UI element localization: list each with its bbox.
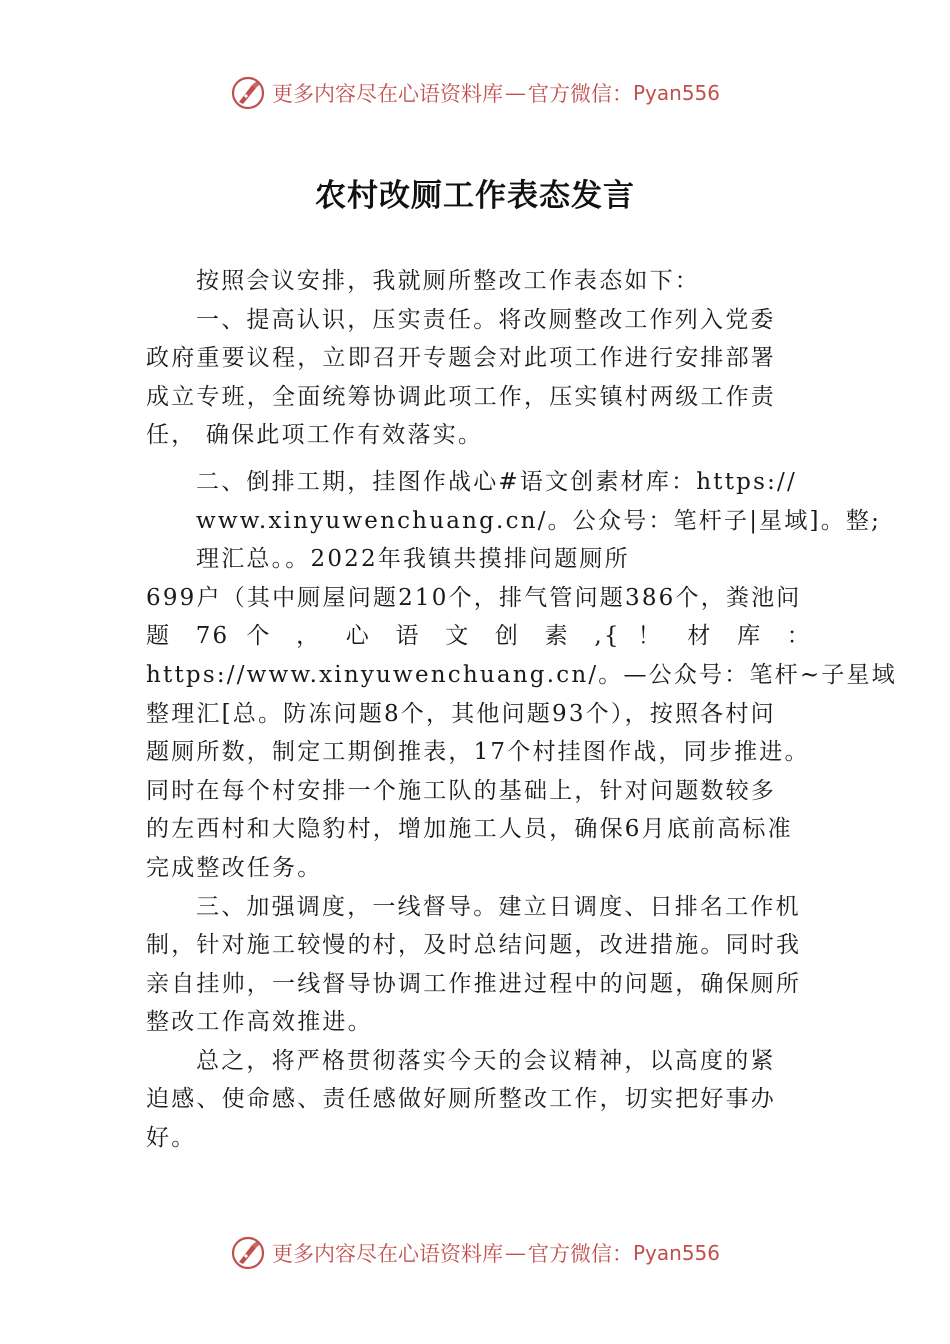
body-line: 完成整改任务。 (146, 854, 323, 881)
banner-wechat-label: 官方微信： (527, 1242, 633, 1266)
body-line: 制，针对施工较慢的村，及时总结问题，改进措施。同时我 (146, 932, 802, 959)
banner-separator: — (504, 1241, 526, 1265)
banner-brand-text: 更多内容尽在心语资料库 (271, 1242, 503, 1266)
body-line: 同时在每个村安排一个施工队的基础上，针对问题数较多 (146, 777, 776, 804)
body-line: 好。 (146, 1125, 197, 1152)
body-line: 政府重要议程，立即召开专题会对此项工作进行安排部署 (146, 345, 776, 372)
body-line: https://www.xinyuwenchuang.cn/。—公众号：笔杆~子星域 (146, 661, 897, 688)
body-line: 总之，将严格贯彻落实今天的会议精神，以高度的紧 (196, 1047, 776, 1074)
body-line: 迫感、使命感、责任感做好厕所整改工作，切实把好事办 (146, 1086, 776, 1113)
body-line: 二、倒排工期，挂图作战心#语文创素材库：https:// (196, 468, 797, 495)
body-line: 亲自挂帅，一线督导协调工作推进过程中的问题，确保厕所 (146, 970, 802, 997)
footer-watermark-banner (0, 1233, 950, 1273)
body-line: 题厕所数，制定工期倒推表，17个村挂图作战，同步推进。 (146, 739, 810, 766)
banner-brand-text: 更多内容尽在心语资料库 (271, 82, 503, 106)
document-title: 农村改厕工作表态发言 (315, 178, 635, 214)
pen-nib-logo-icon (230, 75, 266, 111)
body-line: 的左西村和大隐豹村，增加施工人员，确保6月底前高标准 (146, 816, 793, 843)
banner-wechat-id: Pyan556 (632, 81, 720, 105)
body-line: 理汇总。。2022年我镇共摸排问题厕所 (196, 546, 630, 573)
banner-wechat-label: 官方微信： (527, 82, 633, 106)
document-body (146, 262, 897, 1158)
banner-separator: — (504, 81, 526, 105)
body-line: 整改工作高效推进。 (146, 1009, 373, 1036)
body-line: 任， 确保此项工作有效落实。 (146, 422, 484, 449)
body-line: 整理汇[总。防冻问题8个，其他问题93个），按照各村问 (146, 700, 776, 727)
body-line: 题 76 个 ， 心 语 文 创 素 ,{ ！ 材 库 ： (146, 623, 812, 650)
body-line: 成立专班，全面统筹协调此项工作，压实镇村两级工作责 (146, 383, 776, 410)
body-line: 一、提高认识，压实责任。将改厕整改工作列入党委 (196, 306, 776, 333)
body-line: 三、加强调度，一线督导。建立日调度、日排名工作机 (196, 893, 801, 920)
header-watermark-banner (0, 73, 950, 113)
body-line: 699户（其中厕屋问题210个，排气管问题386个，粪池问 (146, 584, 802, 611)
banner-wechat-id: Pyan556 (632, 1241, 720, 1265)
body-line: 按照会议安排，我就厕所整改工作表态如下： (196, 268, 700, 294)
body-line: www.xinyuwenchuang.cn/。公众号：笔杆子|星域]。整; (196, 507, 882, 534)
pen-nib-logo-icon (230, 1235, 266, 1271)
